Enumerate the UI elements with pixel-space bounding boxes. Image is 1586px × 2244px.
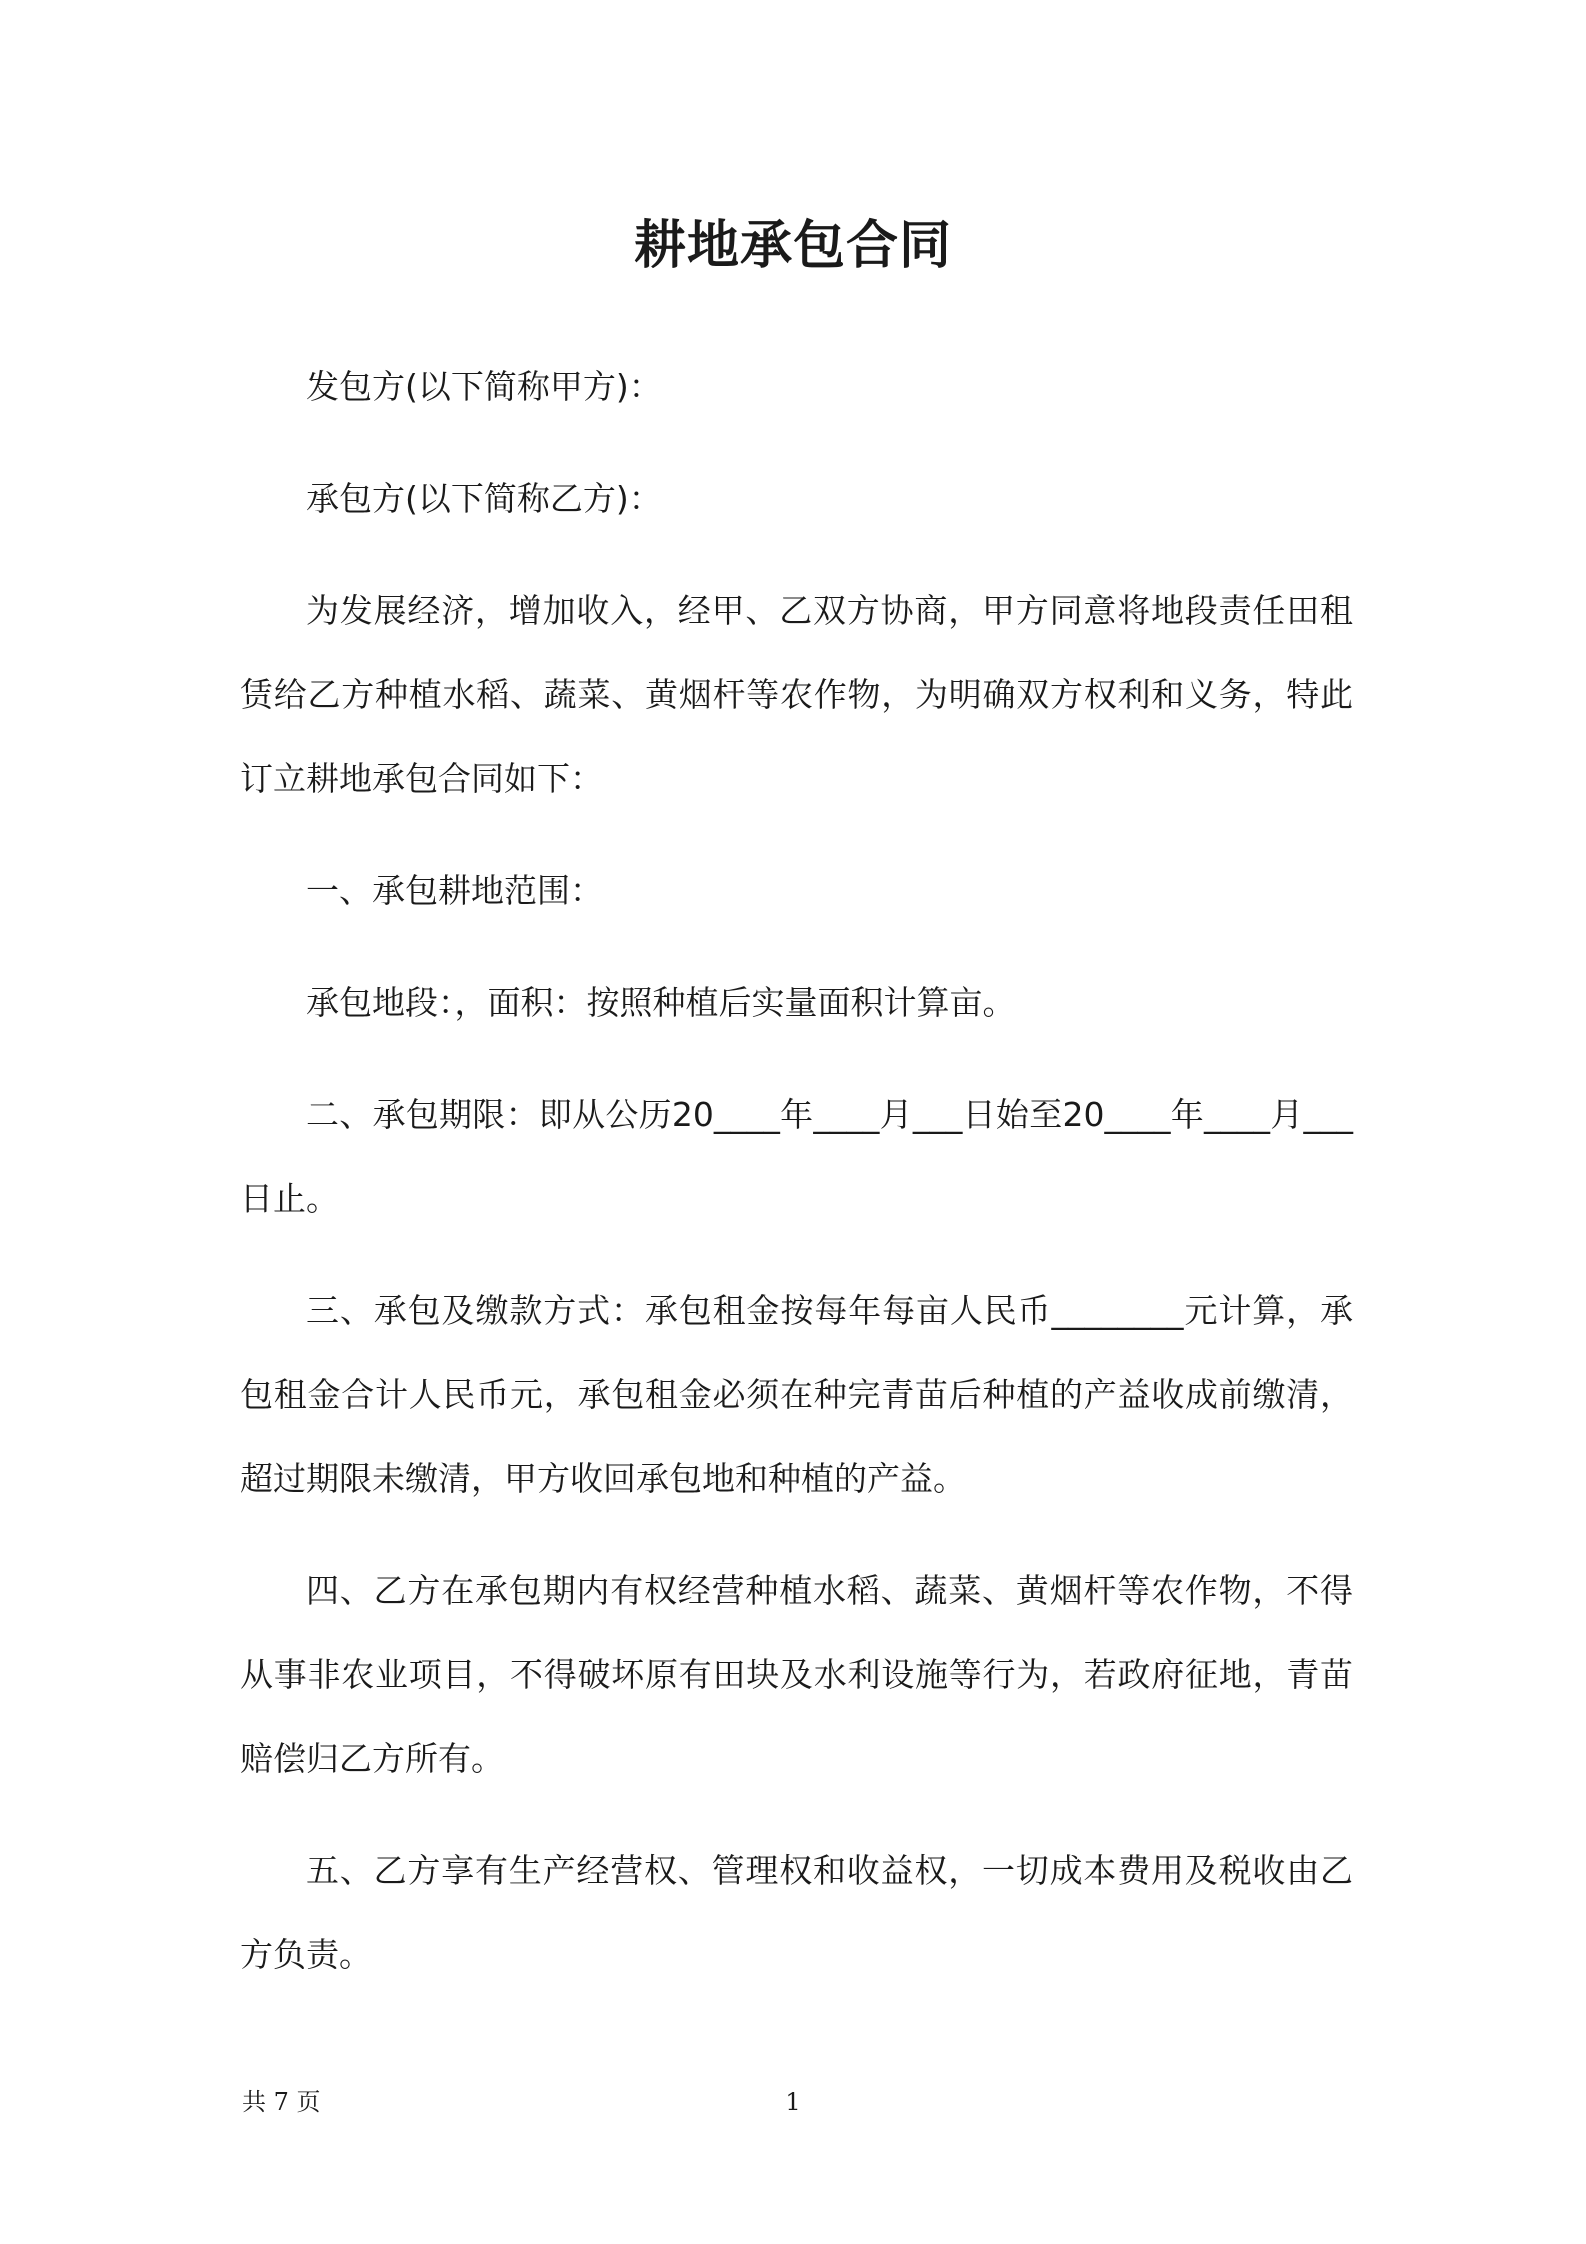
preamble-paragraph: 为发展经济，增加收入，经甲、乙双方协商，甲方同意将地段责任田租赁给乙方种植水稻、蔬菜、黄烟杆等农作物，为明确双方权利和义务，特此订立耕地承包合同如下： <box>240 591 1353 798</box>
clause-4-usage: 四、乙方在承包期内有权经营种植水稻、蔬菜、黄烟杆等农作物，不得从事非农业项目，不得破坏原有田块及水利设施等行为，若政府征地，青苗赔偿归乙方所有。 <box>240 1571 1353 1778</box>
clause-2-term: 二、承包期限：即从公历20____年____月___日始至20____年____月___日止。 <box>240 1095 1353 1218</box>
page-number: 1 <box>785 2088 801 2116</box>
clause-1-heading: 一、承包耕地范围： <box>306 871 603 910</box>
total-pages-label: 共 7 页 <box>242 2088 321 2116</box>
clause-3-payment: 三、承包及缴款方式：承包租金按每年每亩人民币________元计算，承包租金合计人民币元，承包租金必须在种完青苗后种植的产益收成前缴清，超过期限未缴清，甲方收回承包地和种植的产益。 <box>240 1291 1353 1498</box>
clause-5-rights: 五、乙方享有生产经营权、管理权和收益权，一切成本费用及税收由乙方负责。 <box>240 1851 1353 1974</box>
document-title: 耕地承包合同 <box>633 216 952 276</box>
party-b-line: 承包方(以下简称乙方)： <box>306 479 662 518</box>
party-a-line: 发包方(以下简称甲方)： <box>306 367 662 406</box>
document-body <box>240 345 1353 2025</box>
clause-1-detail: 承包地段：，面积：按照种植后实量面积计算亩。 <box>306 983 1016 1022</box>
